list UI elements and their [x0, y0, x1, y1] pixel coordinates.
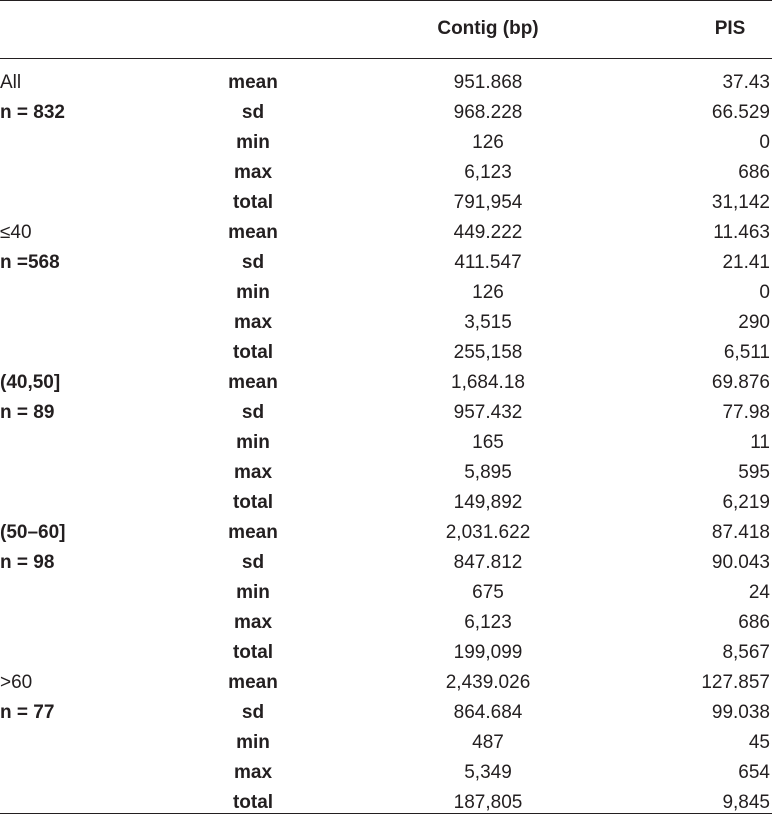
contig-value: 675	[472, 582, 504, 603]
pis-value: 77.98	[722, 402, 770, 423]
pis-value: 45	[748, 732, 770, 753]
stat-label: min	[236, 582, 270, 603]
stat-label: sd	[241, 252, 265, 273]
pis-value: 0	[759, 282, 770, 303]
table-row	[0, 458, 772, 488]
pis-value: 686	[738, 162, 770, 183]
stat-label: mean	[228, 222, 278, 243]
stat-label: min	[236, 432, 270, 453]
table-row	[0, 68, 772, 98]
pis-value: 11.463	[713, 222, 770, 243]
contig-value: 5,895	[464, 462, 512, 483]
pis-value: 69.876	[711, 372, 770, 393]
pis-value: 9,845	[722, 792, 770, 813]
group-label: n = 832	[0, 102, 65, 123]
contig-value: 864.684	[453, 702, 523, 723]
stat-label: total	[232, 492, 274, 513]
contig-value: 126	[472, 132, 504, 153]
stat-label: mean	[228, 522, 278, 543]
stat-label: min	[236, 132, 270, 153]
stat-label: max	[233, 462, 273, 483]
contig-value: 951.868	[453, 72, 523, 93]
header-contig: Contig (bp)	[437, 18, 539, 39]
group-label: n = 89	[0, 402, 55, 423]
contig-value: 957.432	[453, 402, 523, 423]
table-row	[0, 218, 772, 248]
table-body	[0, 68, 772, 818]
pis-value: 0	[759, 132, 770, 153]
table-row	[0, 428, 772, 458]
contig-value: 968.228	[453, 102, 523, 123]
contig-value: 411.547	[454, 252, 522, 273]
pis-value: 6,219	[722, 492, 770, 513]
pis-value: 24	[748, 582, 770, 603]
pis-value: 654	[738, 762, 770, 783]
table-row	[0, 518, 772, 548]
pis-value: 37.43	[722, 72, 770, 93]
group-label: All	[0, 72, 22, 93]
pis-value: 290	[738, 312, 770, 333]
table-row	[0, 638, 772, 668]
table-row	[0, 128, 772, 158]
stat-label: max	[233, 312, 273, 333]
pis-value: 90.043	[711, 552, 770, 573]
stat-label: total	[232, 342, 274, 363]
stat-label: min	[236, 282, 270, 303]
pis-value: 127.857	[701, 672, 770, 693]
stat-label: max	[233, 612, 273, 633]
contig-value: 2,031.622	[445, 522, 531, 543]
pis-value: 595	[738, 462, 770, 483]
pis-value: 66.529	[711, 102, 770, 123]
table-row	[0, 158, 772, 188]
stat-label: max	[233, 162, 273, 183]
table-row	[0, 698, 772, 728]
table-row	[0, 308, 772, 338]
table-row	[0, 488, 772, 518]
contig-value: 3,515	[464, 312, 512, 333]
table-row	[0, 278, 772, 308]
table-row	[0, 368, 772, 398]
pis-value: 686	[738, 612, 770, 633]
table-row	[0, 758, 772, 788]
group-label: n = 77	[0, 702, 55, 723]
pis-value: 31,142	[711, 192, 770, 213]
group-label: ≤40	[0, 222, 32, 243]
table-header	[0, 0, 772, 58]
table-row	[0, 728, 772, 758]
table-row	[0, 548, 772, 578]
stat-label: sd	[241, 702, 265, 723]
contig-value: 6,123	[464, 162, 512, 183]
contig-value: 449.222	[453, 222, 523, 243]
group-label: (40,50]	[0, 372, 61, 393]
group-label: >60	[0, 672, 33, 693]
stat-label: sd	[241, 402, 265, 423]
group-label: n = 98	[0, 552, 55, 573]
contig-value: 6,123	[464, 612, 512, 633]
contig-value: 126	[472, 282, 504, 303]
table-row	[0, 578, 772, 608]
table-row	[0, 668, 772, 698]
pis-value: 21.41	[722, 252, 770, 273]
contig-value: 199,099	[453, 642, 523, 663]
contig-value: 255,158	[453, 342, 523, 363]
pis-value: 11	[750, 432, 770, 453]
header-rule	[0, 58, 772, 59]
table-row	[0, 608, 772, 638]
stat-label: min	[236, 732, 270, 753]
contig-value: 5,349	[464, 762, 512, 783]
stat-label: mean	[228, 72, 278, 93]
stat-label: sd	[241, 102, 265, 123]
header-pis: PIS	[714, 18, 746, 39]
stat-label: sd	[241, 552, 265, 573]
contig-value: 149,892	[453, 492, 523, 513]
contig-value: 2,439.026	[445, 672, 531, 693]
pis-value: 6,511	[723, 342, 770, 363]
table-row	[0, 98, 772, 128]
contig-value: 165	[472, 432, 504, 453]
pis-value: 99.038	[711, 702, 770, 723]
pis-value: 8,567	[722, 642, 770, 663]
contig-value: 187,805	[453, 792, 523, 813]
contig-value: 847.812	[453, 552, 523, 573]
stat-label: mean	[228, 672, 278, 693]
contig-value: 791,954	[453, 192, 523, 213]
group-label: n =568	[0, 252, 60, 273]
table-row	[0, 338, 772, 368]
stat-label: total	[232, 642, 274, 663]
table-row	[0, 188, 772, 218]
contig-value: 1,684.18	[451, 372, 525, 393]
group-label: (50–60]	[0, 522, 66, 543]
pis-value: 87.418	[711, 522, 770, 543]
stat-label: max	[233, 762, 273, 783]
contig-value: 487	[472, 732, 504, 753]
stat-label: total	[232, 192, 274, 213]
table-row	[0, 398, 772, 428]
stat-label: mean	[228, 372, 278, 393]
table-row	[0, 248, 772, 278]
stat-label: total	[232, 792, 274, 813]
